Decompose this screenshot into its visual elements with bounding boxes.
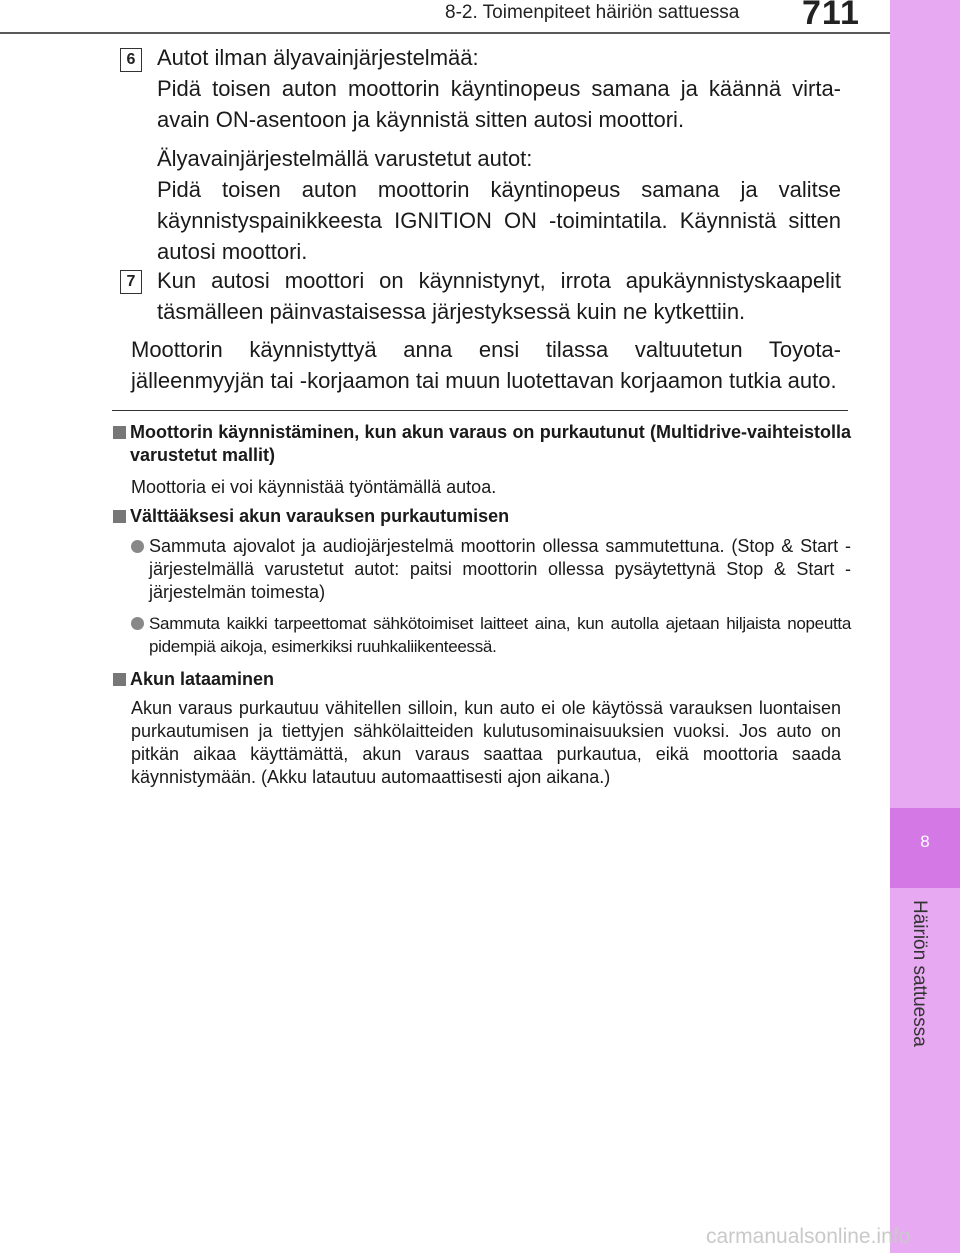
list-item: Sammuta ajovalot ja audiojärjestelmä moottorin ollessa sammutettuna. (Stop & Start -järjestelmällä varustetut autot: paitsi moottorin ollessa pysäytettynä Stop & Start -järjestelmän toimesta) xyxy=(131,535,851,604)
header-rule xyxy=(0,32,890,34)
step-6-line-4: Pidä toisen auton moottorin käyntinopeus samana ja valitse käynnistyspainikkeesta IGNITION ON -toimintatila. Käynnistä sitten autosi moottori. xyxy=(157,177,841,264)
chapter-number-box[interactable] xyxy=(890,808,960,888)
circle-bullet-icon xyxy=(131,617,144,630)
section-divider xyxy=(112,410,848,411)
step-6-line-2: Pidä toisen auton moottorin käyntinopeus samana ja käännä virta-avain ON-asentoon ja käynnistä sitten autosi moottori. xyxy=(157,76,841,132)
section-heading-prevent-discharge: Välttääksesi akun varauksen purkautumisen xyxy=(113,505,851,528)
section-text-battery-charging: Akun varaus purkautuu vähitellen silloin, kun auto ei ole käytössä varauksen luontaisen purkautumisen ja tiettyjen sähkölaitteiden kulutusominaisuuksien vuoksi. Jos auto on pitkän aikaa käyttämättä, akun varaus saattaa purkautua, eikä moottoria saada käynnistymään. (Akku latautuu automaattisesti ajon aikana.) xyxy=(131,698,841,787)
chapter-title: Häiriön sattuessa xyxy=(909,900,930,1047)
watermark: carmanualsonline.info xyxy=(706,1225,911,1248)
section-text-start-engine: Moottoria ei voi käynnistää työntämällä autoa. xyxy=(131,477,497,497)
step-7-line-1: Kun autosi moottori on käynnistynyt, irrota apukäynnistyskaapelit täsmälleen päinvastaisessa järjestyksessä kuin ne kytkettiin. xyxy=(157,268,841,324)
square-bullet-icon xyxy=(113,510,126,523)
section-title: 8-2. Toimenpiteet häiriön sattuessa xyxy=(445,2,740,23)
step-6 xyxy=(157,42,841,267)
step-number-6: 6 xyxy=(120,48,142,72)
step-7 xyxy=(157,265,841,327)
step-6-line-3: Älyavainjärjestelmällä varustetut autot: xyxy=(157,146,533,171)
section-heading-start-engine: Moottorin käynnistäminen, kun akun varaus on purkautunut (Multidrive-vaihteistolla varustetut mallit) xyxy=(113,421,851,467)
square-bullet-icon xyxy=(113,673,126,686)
step-6-line-1: Autot ilman älyavainjärjestelmää: xyxy=(157,45,479,70)
list-item: Sammuta kaikki tarpeettomat sähkötoimiset laitteet aina, kun autolla ajetaan hiljaista nopeutta pidempiä aikoja, esimerkiksi ruuhkaliikenteessä. xyxy=(131,612,851,658)
closing-note: Moottorin käynnistyttyä anna ensi tilassa valtuutetun Toyota-jälleenmyyjän tai -korjaamon tai muun luotettavan korjaamon tutkia auto. xyxy=(131,337,841,393)
page-number: 711 xyxy=(802,0,860,32)
circle-bullet-icon xyxy=(131,540,144,553)
chapter-number: 8 xyxy=(920,832,930,851)
page-header xyxy=(0,0,890,40)
step-number-7: 7 xyxy=(120,270,142,294)
square-bullet-icon xyxy=(113,426,126,439)
section-heading-battery-charging: Akun lataaminen xyxy=(113,668,851,691)
chapter-side-tab[interactable] xyxy=(890,0,960,1253)
